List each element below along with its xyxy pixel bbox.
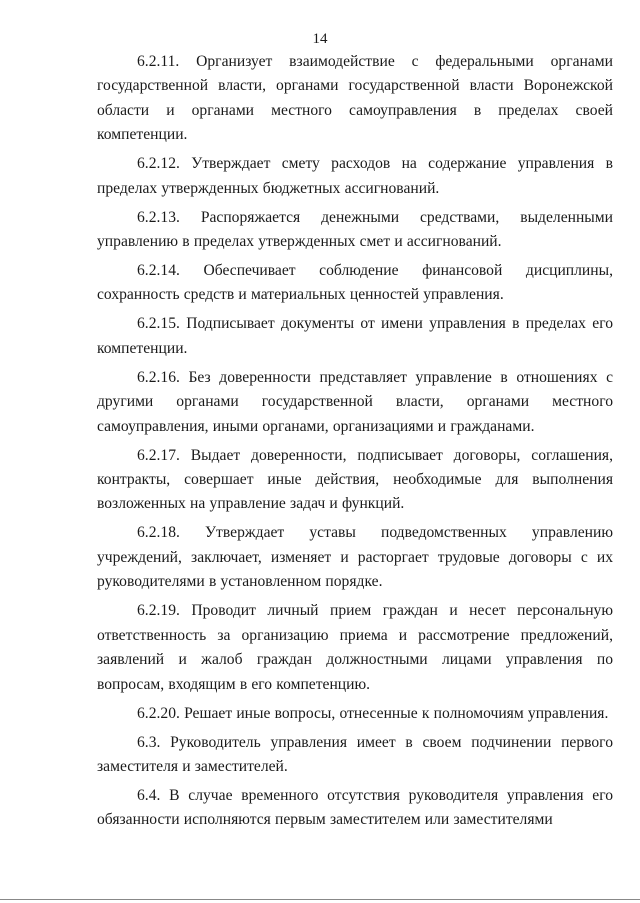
paragraph-6-3: 6.3. Руководитель управления имеет в своем подчинении первого заместителя и заместителей. (97, 733, 613, 775)
paragraph-6-4: 6.4. В случае временного отсутствия руководителя управления его обязанности исполняются первым заместителем или заместителями (97, 786, 613, 829)
paragraph-6-2-12: 6.2.12. Утверждает смету расходов на содержание управления в пределах утвержденных бюджетных ассигнований. (97, 155, 613, 197)
document-body (97, 50, 613, 837)
page-number: 14 (312, 31, 328, 47)
page-bottom-edge (0, 899, 640, 900)
paragraph-6-2-11: 6.2.11. Организует взаимодействие с федеральными органами государственной власти, органами государственной власти Воронежской области и органами местного самоуправления в пределах своей компетенции. (97, 53, 613, 144)
paragraph-6-2-20: 6.2.20. Решает иные вопросы, отнесенные к полномочиям управления. (137, 704, 609, 722)
paragraph-6-2-18: 6.2.18. Утверждает уставы подведомственных управлению учреждений, заключает, изменяет и расторгает трудовые договоры с их руководителями в установленном порядке. (97, 524, 613, 591)
paragraph-6-2-16: 6.2.16. Без доверенности представляет управление в отношениях с другими органами государственной власти, органами местного самоуправления, иными органами, организациями и гражданами. (97, 368, 613, 435)
paragraph-6-2-19: 6.2.19. Проводит личный прием граждан и несет персональную ответственность за организацию приема и рассмотрение предложений, заявлений и жалоб граждан должностными лицами управления по вопросам, входящим в его компетенцию. (97, 602, 613, 693)
paragraph-6-2-14: 6.2.14. Обеспечивает соблюдение финансовой дисциплины, сохранность средств и материальных ценностей управления. (97, 262, 613, 304)
paragraph-6-2-15: 6.2.15. Подписывает документы от имени управления в пределах его компетенции. (97, 315, 613, 357)
paragraph-6-2-13: 6.2.13. Распоряжается денежными средствами, выделенными управлению в пределах утвержденных смет и ассигнований. (97, 208, 613, 251)
paragraph-6-2-17: 6.2.17. Выдает доверенности, подписывает договоры, соглашения, контракты, совершает иные действия, необходимые для выполнения возложенных на управление задач и функций. (97, 446, 613, 513)
